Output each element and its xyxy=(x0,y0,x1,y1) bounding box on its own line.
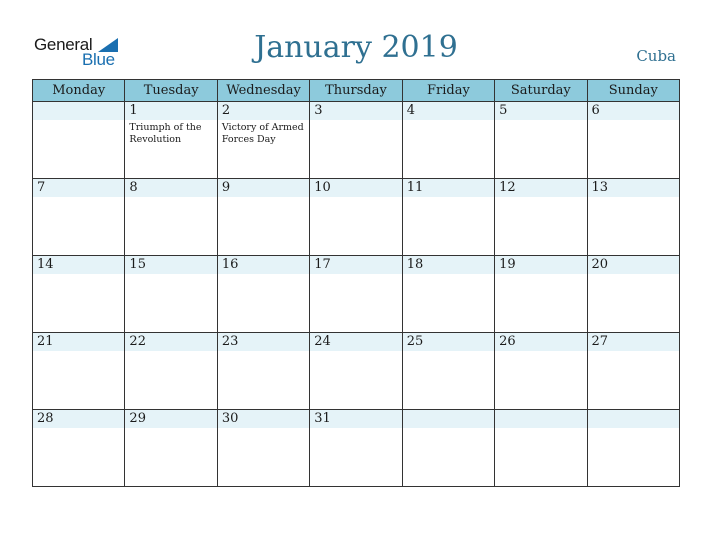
weekday-header: Friday xyxy=(402,80,494,102)
week-row xyxy=(33,333,680,410)
weekday-header-row xyxy=(33,80,680,102)
day-number: 13 xyxy=(588,179,679,197)
week-row xyxy=(33,256,680,333)
day-number: 28 xyxy=(33,410,124,428)
day-cell xyxy=(587,256,679,333)
week-row xyxy=(33,410,680,487)
day-cell xyxy=(217,333,309,410)
day-number: 4 xyxy=(403,102,494,120)
day-cell xyxy=(402,333,494,410)
day-cell xyxy=(217,256,309,333)
day-cell xyxy=(587,179,679,256)
weekday-header: Tuesday xyxy=(125,80,217,102)
day-cell xyxy=(495,256,587,333)
day-cell xyxy=(33,333,125,410)
week-row xyxy=(33,102,680,179)
day-cell xyxy=(33,410,125,487)
day-number: 15 xyxy=(125,256,216,274)
day-cell xyxy=(310,410,402,487)
day-number: 9 xyxy=(218,179,309,197)
day-number: 24 xyxy=(310,333,401,351)
weekday-header: Wednesday xyxy=(217,80,309,102)
country-label: Cuba xyxy=(636,47,676,65)
day-cell xyxy=(495,333,587,410)
day-cell xyxy=(33,256,125,333)
day-cell xyxy=(125,179,217,256)
weekday-header: Saturday xyxy=(495,80,587,102)
day-number: 8 xyxy=(125,179,216,197)
day-cell xyxy=(495,179,587,256)
day-number: 29 xyxy=(125,410,216,428)
weekday-header: Sunday xyxy=(587,80,679,102)
day-cell xyxy=(125,102,217,179)
day-number: 12 xyxy=(495,179,586,197)
day-cell xyxy=(402,256,494,333)
calendar-title: January 2019 xyxy=(254,30,458,65)
day-cell xyxy=(587,102,679,179)
day-number: 16 xyxy=(218,256,309,274)
day-number: 26 xyxy=(495,333,586,351)
weekday-header: Monday xyxy=(33,80,125,102)
day-number: 19 xyxy=(495,256,586,274)
holiday-label: Victory of Armed Forces Day xyxy=(221,122,304,145)
day-number: 17 xyxy=(310,256,401,274)
day-cell xyxy=(402,102,494,179)
day-number: 22 xyxy=(125,333,216,351)
day-number: 1 xyxy=(125,102,216,120)
holiday-label: Triumph of the Revolution xyxy=(129,122,202,145)
day-cell xyxy=(495,410,587,487)
day-cell xyxy=(495,102,587,179)
day-cell xyxy=(587,333,679,410)
day-cell xyxy=(125,333,217,410)
day-number xyxy=(495,410,586,428)
week-row xyxy=(33,179,680,256)
logo-text-blue: Blue xyxy=(82,50,115,69)
day-number: 3 xyxy=(310,102,401,120)
day-cell xyxy=(217,102,309,179)
day-cell xyxy=(402,179,494,256)
logo-text-general: General xyxy=(34,35,93,54)
day-number: 14 xyxy=(33,256,124,274)
day-number: 18 xyxy=(403,256,494,274)
day-number: 10 xyxy=(310,179,401,197)
day-number: 21 xyxy=(33,333,124,351)
day-number: 11 xyxy=(403,179,494,197)
day-cell xyxy=(33,179,125,256)
day-cell xyxy=(587,410,679,487)
day-number xyxy=(33,102,124,120)
day-number xyxy=(588,410,679,428)
weekday-header: Thursday xyxy=(310,80,402,102)
day-cell xyxy=(125,256,217,333)
day-number: 5 xyxy=(495,102,586,120)
day-cell xyxy=(402,410,494,487)
day-number: 27 xyxy=(588,333,679,351)
day-number: 25 xyxy=(403,333,494,351)
day-number: 6 xyxy=(588,102,679,120)
day-number: 23 xyxy=(218,333,309,351)
day-cell xyxy=(217,179,309,256)
day-cell xyxy=(310,102,402,179)
day-cell xyxy=(125,410,217,487)
day-cell xyxy=(310,256,402,333)
day-number xyxy=(403,410,494,428)
calendar-grid xyxy=(32,79,680,487)
day-number: 2 xyxy=(218,102,309,120)
day-number: 30 xyxy=(218,410,309,428)
day-number: 20 xyxy=(588,256,679,274)
day-cell xyxy=(310,333,402,410)
day-cell xyxy=(310,179,402,256)
day-cell xyxy=(33,102,125,179)
day-cell xyxy=(217,410,309,487)
day-number: 7 xyxy=(33,179,124,197)
day-number: 31 xyxy=(310,410,401,428)
